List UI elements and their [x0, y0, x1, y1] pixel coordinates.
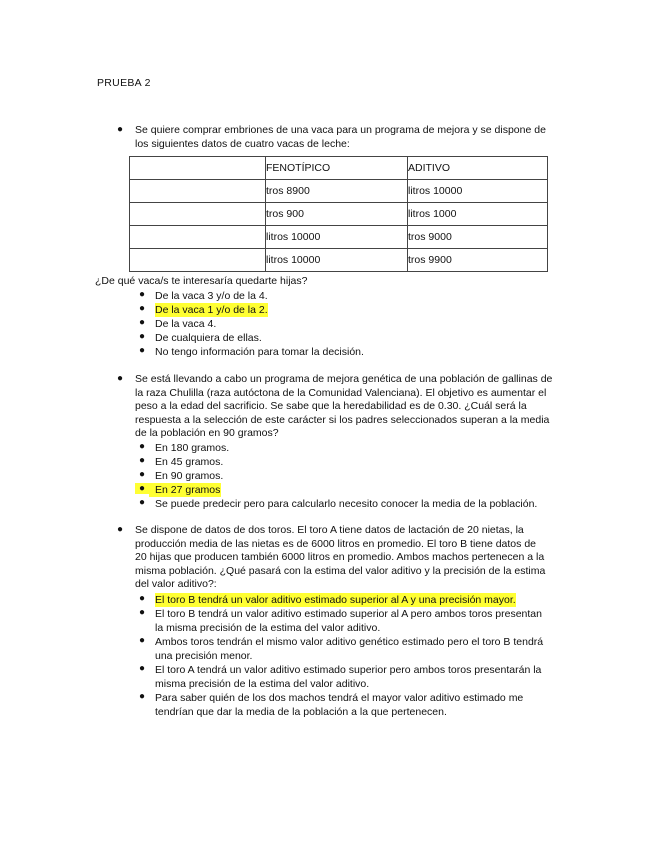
q3-statement [135, 524, 545, 592]
table-cell: tros 9900 [408, 249, 548, 272]
q1-option-5[interactable]: No tengo información para tomar la decisión. [155, 346, 364, 358]
table-cell: litros 1000 [408, 203, 548, 226]
q1-option-3[interactable]: De la vaca 4. [155, 318, 217, 330]
q1-option-4[interactable]: De cualquiera de ellas. [155, 332, 262, 344]
table-cell [130, 180, 266, 203]
bullet-icon: ● [138, 469, 146, 480]
bullet-icon: ● [135, 483, 149, 494]
q2-statement [135, 373, 552, 441]
bullet-icon: ● [138, 289, 146, 300]
bullet-icon: ● [116, 524, 124, 535]
table-row [130, 249, 548, 272]
q2-line: de la población en 90 gramos? [135, 427, 279, 440]
q2-option-5[interactable]: Se puede predecir pero para calcularlo necesito conocer la media de la población. [155, 498, 538, 510]
q1-line: Se quiere comprar embriones de una vaca para un programa de mejora y se dispone de [135, 124, 546, 136]
table-cell [130, 249, 266, 272]
q3-option-5[interactable] [155, 691, 523, 719]
q3-line: misma población. ¿Qué pasará con la estima del valor aditivo y la precisión de la estima [135, 564, 546, 577]
bullet-icon: ● [138, 607, 146, 618]
q3-option-2-line: la misma precisión de la estima del valor aditivo. [155, 622, 381, 634]
table-cell: tros 8900 [266, 180, 408, 203]
q3-option-4-line: El toro A tendrá un valor aditivo estimado superior pero ambos toros presentarán la [155, 664, 542, 676]
q3-option-4-line: misma precisión de la estima del valor aditivo. [155, 678, 370, 690]
page-title: PRUEBA 2 [97, 77, 151, 89]
bullet-icon: ● [138, 441, 146, 452]
table-cell [130, 203, 266, 226]
bullet-icon: ● [116, 373, 124, 384]
bullet-icon: ● [138, 455, 146, 466]
table-cell: litros 10000 [266, 249, 408, 272]
q1-option-2-highlighted[interactable]: De la vaca 1 y/o de la 2. [155, 304, 268, 316]
table-header-row [130, 157, 548, 180]
q2-option-2[interactable]: En 45 gramos. [155, 456, 224, 468]
q2-line: Se está llevando a cabo un programa de mejora genética de una población de gallinas de [135, 373, 553, 385]
table-row [130, 226, 548, 249]
table-row [130, 203, 548, 226]
q3-option-1-highlighted[interactable]: El toro B tendrá un valor aditivo estimado superior al A y una precisión mayor. [155, 594, 516, 606]
q1-question: ¿De qué vaca/s te interesaría quedarte hijas? [95, 275, 308, 287]
bullet-icon: ● [116, 124, 124, 135]
q1-statement [135, 124, 546, 151]
table-cell: tros 9000 [408, 226, 548, 249]
q3-line: Se dispone de datos de dos toros. El toro A tiene datos de lactación de 20 nietas, la [135, 524, 524, 536]
q1-option-1[interactable]: De la vaca 3 y/o de la 4. [155, 290, 268, 302]
table-header-cell [130, 157, 266, 180]
table-cell: litros 10000 [266, 226, 408, 249]
q2-option-1[interactable]: En 180 gramos. [155, 442, 230, 454]
bullet-icon: ● [138, 331, 146, 342]
q3-line: producción media de las nietas es de 6000 litros en promedio. El toro B tiene datos de [135, 537, 536, 550]
bullet-icon: ● [138, 593, 146, 604]
q3-option-3-line: una precisión menor. [155, 650, 253, 662]
table-row [130, 180, 548, 203]
q2-line: respuesta a la selección de este carácter si los padres seleccionados superan a la media [135, 413, 550, 426]
q3-option-5-line: tendrían que dar la media de la población a la que pertenecen. [155, 706, 447, 718]
q3-line: del valor aditivo?: [135, 578, 217, 591]
cow-data-table [129, 156, 548, 272]
q2-option-4-highlighted[interactable]: En 27 gramos [149, 483, 221, 497]
table-header-cell: FENOTÍPICO [266, 157, 408, 180]
bullet-icon: ● [138, 691, 146, 702]
q3-option-2-line: El toro B tendrá un valor aditivo estimado superior al A pero ambos toros presentan [155, 608, 542, 620]
q1-line: los siguientes datos de cuatro vacas de leche: [135, 137, 350, 150]
q3-option-2[interactable] [155, 607, 542, 635]
q3-option-4[interactable] [155, 663, 541, 691]
bullet-icon: ● [138, 317, 146, 328]
table-cell: litros 10000 [408, 180, 548, 203]
q2-option-3[interactable]: En 90 gramos. [155, 470, 224, 482]
bullet-icon: ● [138, 663, 146, 674]
q3-line: 20 hijas que producen también 6000 litros en promedio. Ambos machos pertenecen a la [135, 551, 545, 564]
q3-option-3[interactable] [155, 635, 543, 663]
table-cell: tros 900 [266, 203, 408, 226]
bullet-icon: ● [138, 497, 146, 508]
bullet-icon: ● [138, 345, 146, 356]
table-cell [130, 226, 266, 249]
q3-option-3-line: Ambos toros tendrán el mismo valor aditivo genético estimado pero el toro B tendrá [155, 636, 544, 648]
table-header-cell: ADITIVO [408, 157, 548, 180]
bullet-icon: ● [138, 635, 146, 646]
q3-option-5-line: Para saber quién de los dos machos tendrá el mayor valor aditivo estimado me [155, 692, 524, 704]
bullet-icon: ● [138, 303, 146, 314]
q2-line: la raza Chulilla (raza autóctona de la Comunidad Valenciana). El objetivo es aumentar el [135, 386, 547, 399]
q2-line: peso a la edad del sacrificio. Se sabe que la heredabilidad es de 0.30. ¿Cuál será la [135, 400, 527, 413]
